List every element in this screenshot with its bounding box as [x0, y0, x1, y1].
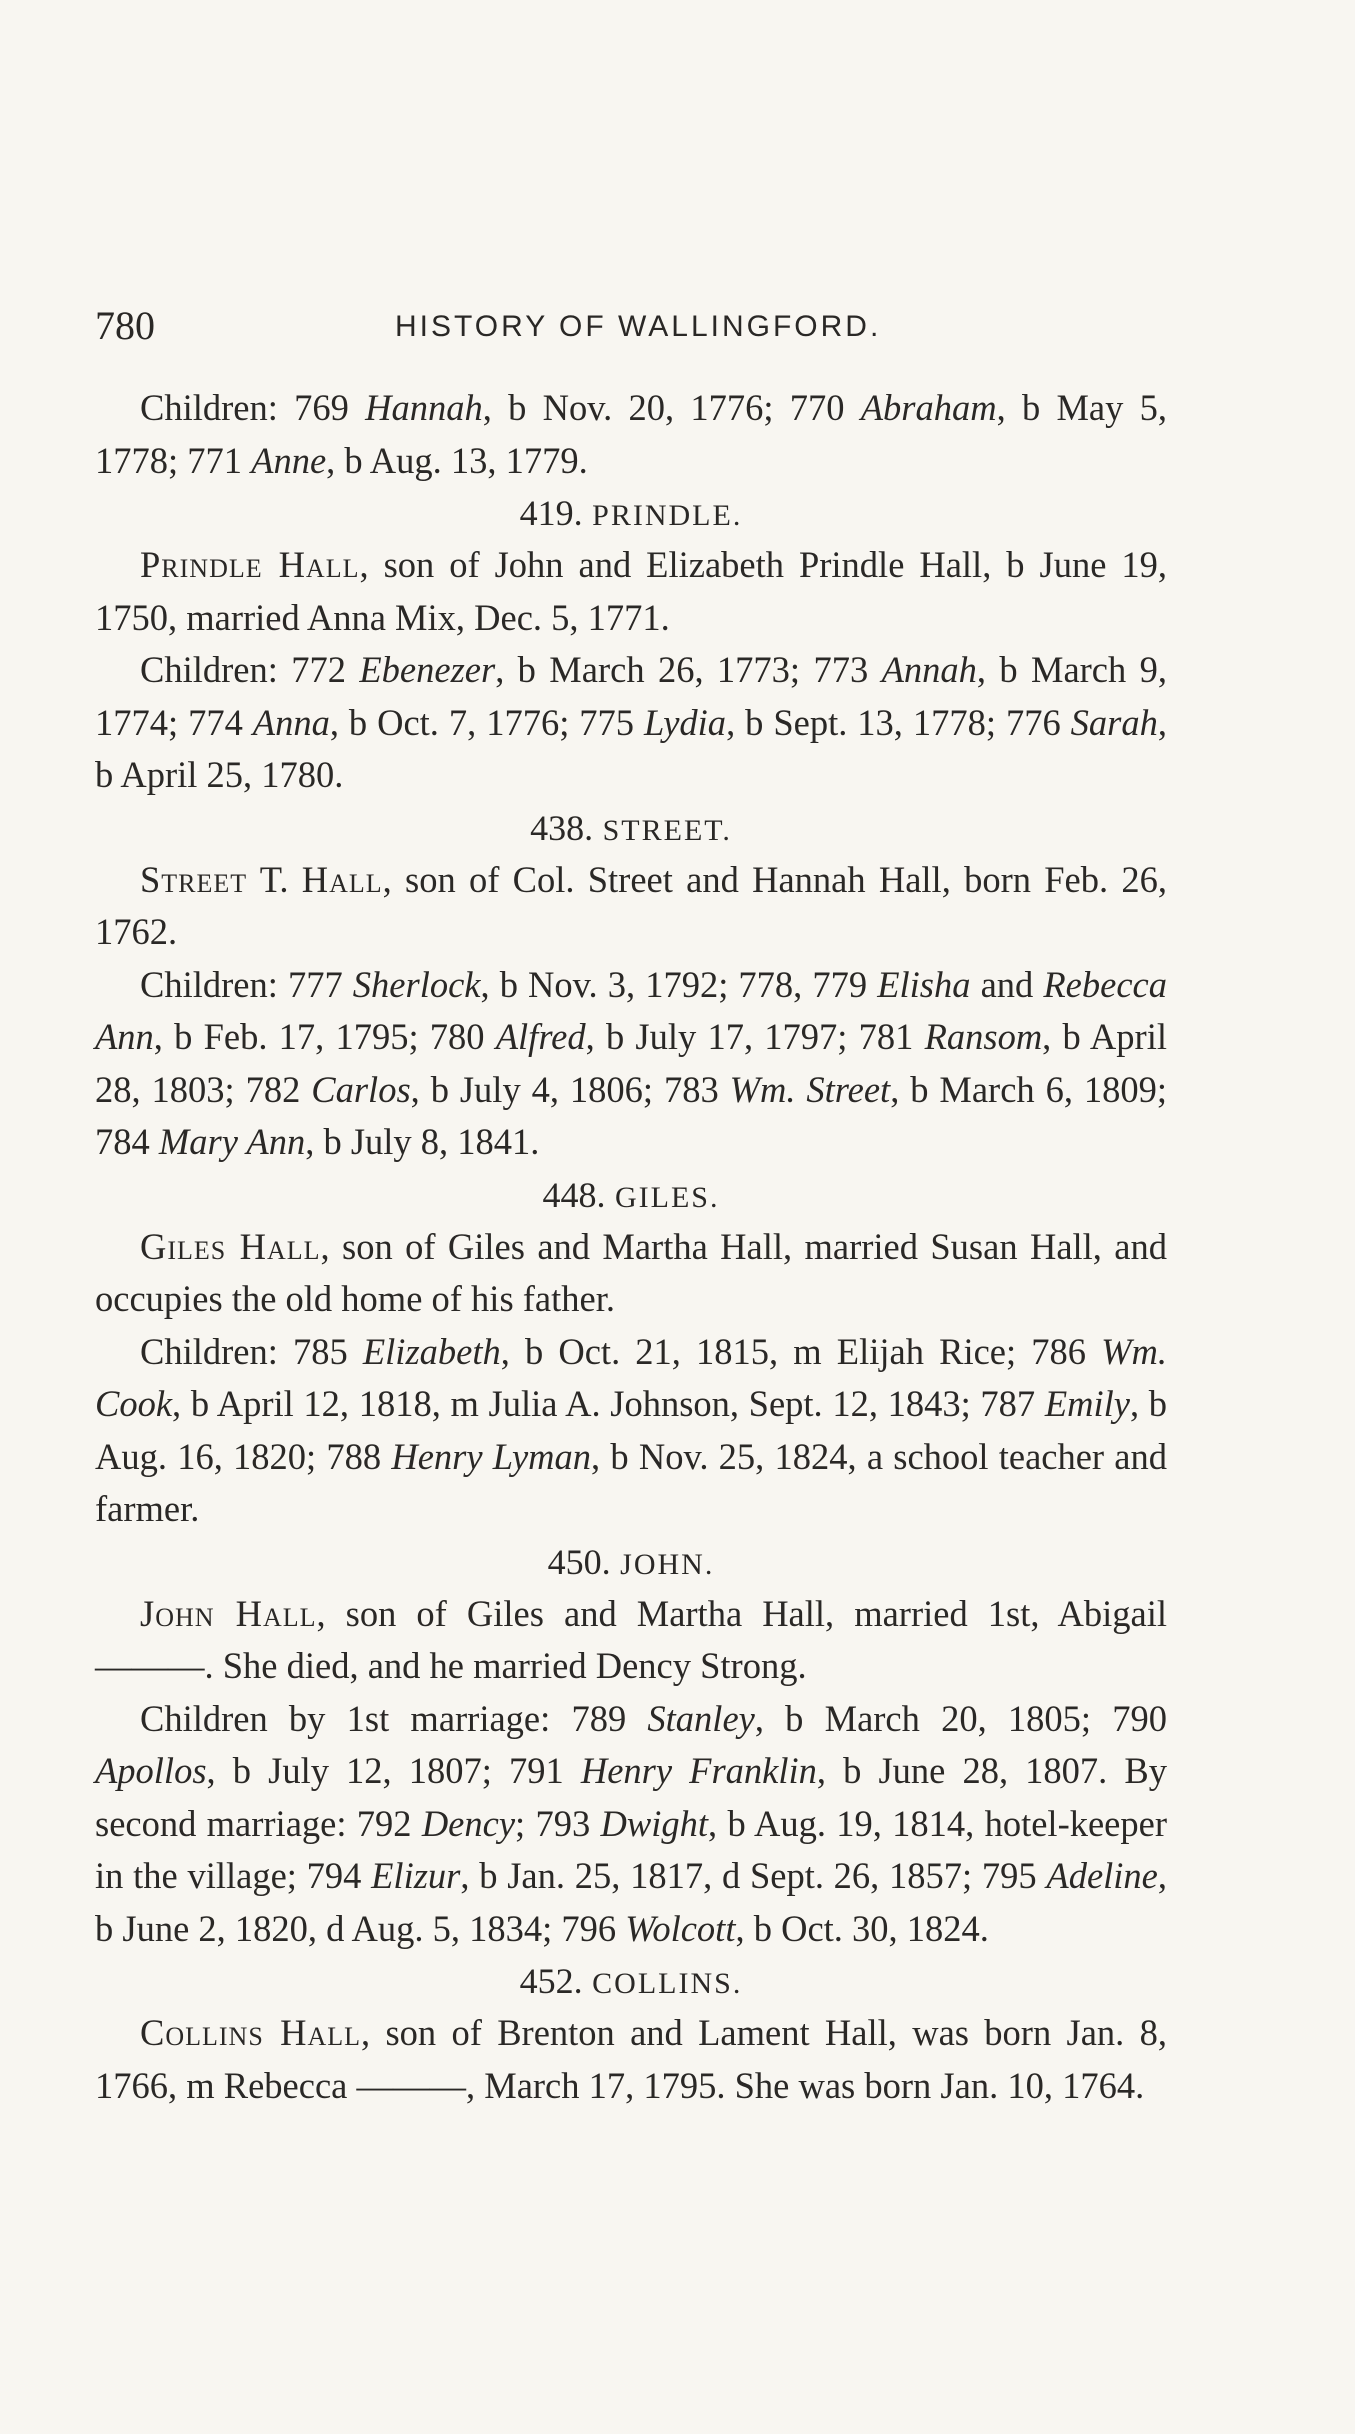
paragraph: John Hall, son of Giles and Martha Hall, married 1st, Abigail ———. She died, and he married Dency Strong.	[95, 1592, 1168, 1686]
section-heading	[95, 1536, 1167, 1588]
section-name: STREET.	[593, 813, 732, 847]
section-name: PRINDLE.	[582, 499, 743, 532]
paragraph: Children: 772 Ebenezer, b March 26, 1773; 773 Annah, b March 9, 1774; 774 Anna, b Oct. 7, 1776; 775 Lydia, b Sept. 13, 1778; 776 Sarah, b April 25, 1780.	[95, 649, 1168, 795]
section-number: 452.	[519, 1961, 583, 2001]
page-body	[95, 382, 1167, 2112]
section-heading	[95, 1955, 1167, 2007]
paragraph: Children: 769 Hannah, b Nov. 20, 1776; 770 Abraham, b May 5, 1778; 771 Anne, b Aug. 13, 1779.	[95, 387, 1167, 481]
paragraph: Giles Hall, son of Giles and Martha Hall, married Susan Hall, and occupies the old home of his father.	[95, 1225, 1168, 1319]
section-name: JOHN.	[610, 1547, 715, 1581]
paragraph: Street T. Hall, son of Col. Street and Hannah Hall, born Feb. 26, 1762.	[95, 858, 1167, 952]
paragraph: Collins Hall, son of Brenton and Lament Hall, was born Jan. 8, 1766, m Rebecca ———, March 17, 1795. She was born Jan. 10, 1764.	[95, 2012, 1167, 2106]
section-number: 448.	[542, 1174, 606, 1215]
section-heading	[95, 1169, 1167, 1221]
section-number: 419.	[519, 493, 583, 533]
page-number: 780	[95, 303, 155, 348]
section-number: 438.	[530, 807, 594, 848]
section-name: GILES.	[605, 1180, 720, 1214]
paragraph: Children: 785 Elizabeth, b Oct. 21, 1815, m Elijah Rice; 786 Wm. Cook, b April 12, 1818, m Julia A. Johnson, Sept. 12, 1843; 787 Emily, b Aug. 16, 1820; 788 Henry Lyman, b Nov. 25, 1824, a school teacher and farmer.	[95, 1330, 1168, 1529]
page-header	[95, 302, 1167, 352]
paragraph: Prindle Hall, son of John and Elizabeth Prindle Hall, b June 19, 1750, married Anna Mix, Dec. 5, 1771.	[95, 544, 1167, 638]
section-heading	[95, 802, 1167, 854]
section-heading	[95, 487, 1167, 539]
paragraph: Children: 777 Sherlock, b Nov. 3, 1792; 778, 779 Elisha and Rebecca Ann, b Feb. 17, 1795; 780 Alfred, b July 17, 1797; 781 Ransom, b April 28, 1803; 782 Carlos, b July 4, 1806; 783 Wm. Street, b March 6, 1809; 784 Mary Ann, b July 8, 1841.	[95, 963, 1167, 1162]
section-name: COLLINS.	[582, 1967, 743, 2000]
running-head: HISTORY OF WALLINGFORD.	[395, 310, 882, 343]
paragraph: Children by 1st marriage: 789 Stanley, b March 20, 1805; 790 Apollos, b July 12, 1807; 791 Henry Franklin, b June 28, 1807. By second marriage: 792 Dency; 793 Dwight, b Aug. 19, 1814, hotel-keeper in the village; 794 Elizur, b Jan. 25, 1817, d Sept. 26, 1857; 795 Adeline, b June 2, 1820, d Aug. 5, 1834; 796 Wolcott, b Oct. 30, 1824.	[95, 1697, 1168, 1949]
section-number: 450.	[547, 1541, 611, 1582]
